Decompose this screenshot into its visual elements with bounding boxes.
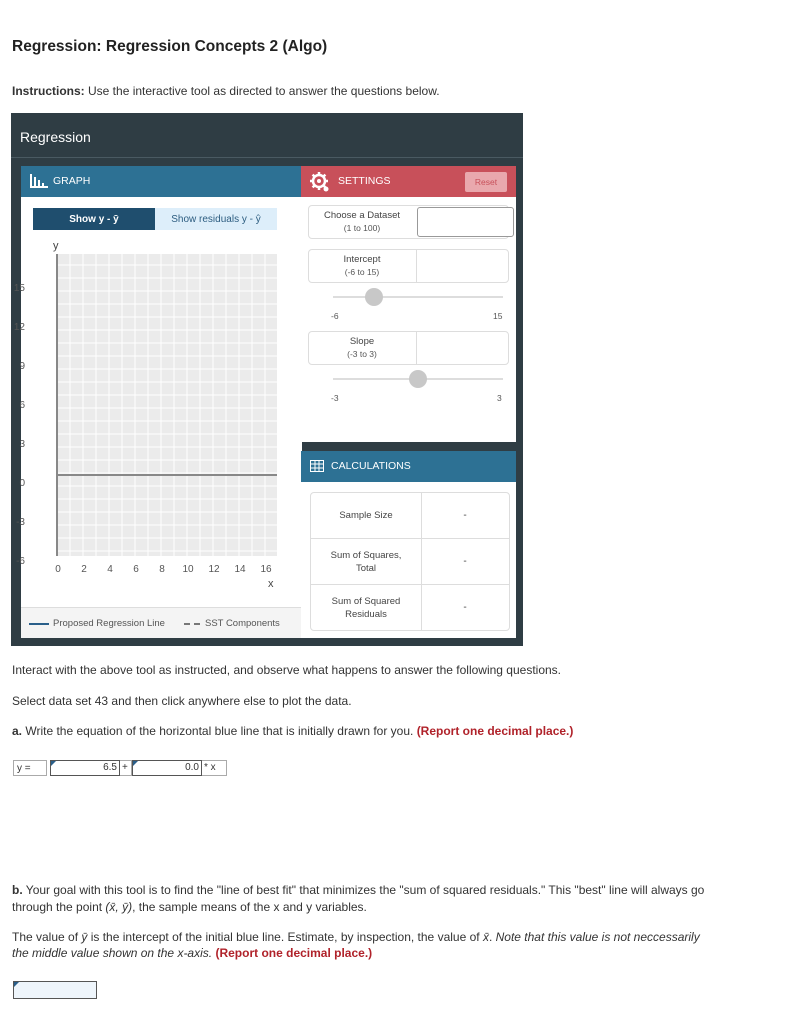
- legend-divider: [21, 607, 302, 608]
- calc-value-sst: -: [463, 556, 467, 567]
- calc-value-sample-size: -: [463, 510, 467, 521]
- y-tick-label: 12: [13, 322, 25, 333]
- x-tick-label: 14: [234, 564, 246, 575]
- settings-panel: [301, 166, 516, 442]
- question-c-text-c: .: [488, 930, 496, 944]
- y-tick-label: 6: [19, 400, 25, 411]
- question-c-note: (Report one decimal place.): [212, 946, 373, 960]
- intercept-min-label: -6: [331, 311, 339, 321]
- input-flag-icon: [133, 761, 138, 766]
- mean-point: (x̄, ȳ): [105, 900, 133, 914]
- slope-row: [308, 331, 509, 365]
- question-a: [12, 724, 573, 738]
- show-residuals-button[interactable]: Show residuals y - ŷ: [155, 208, 277, 230]
- xbar-answer-input[interactable]: [13, 981, 97, 999]
- intercept-range: (-6 to 15): [344, 267, 380, 277]
- reset-button[interactable]: Reset: [465, 172, 507, 192]
- y-tick-label: -6: [16, 556, 25, 567]
- legend-proposed-swatch: [29, 623, 49, 625]
- calc-label-line: Residuals: [345, 608, 387, 620]
- calc-label-sst: [311, 539, 421, 584]
- input-flag-icon: [51, 761, 56, 766]
- y-tick-label: 9: [19, 361, 25, 372]
- calc-label-line: Sum of Squared: [331, 595, 401, 607]
- intercept-divider: [416, 250, 417, 282]
- equation-plus: +: [120, 760, 132, 776]
- calc-label-line: Total: [355, 562, 377, 574]
- plot-background: [56, 254, 277, 556]
- x-tick-label: 16: [260, 564, 272, 575]
- ybar-symbol: ȳ: [81, 930, 88, 944]
- x-tick-label: 0: [55, 564, 61, 575]
- gear-icon: [309, 171, 331, 193]
- graph-panel: [13, 166, 302, 638]
- y-tick-label: 15: [13, 283, 25, 294]
- input-flag-icon: [14, 982, 19, 987]
- dataset-label: Choose a Dataset: [323, 210, 401, 221]
- slope-range: (-3 to 3): [347, 349, 377, 359]
- slope-max-label: 3: [497, 393, 502, 403]
- graph-header-label: GRAPH: [53, 175, 91, 187]
- question-c-text-a: The value of: [12, 930, 82, 944]
- instructions-label: Instructions:: [12, 84, 85, 98]
- calc-label-ssr: [311, 585, 421, 630]
- question-b-line2a: through the point: [12, 900, 106, 914]
- question-a-note: (Report one decimal place.): [416, 724, 574, 738]
- y-tick-label: -3: [16, 517, 25, 528]
- regression-tool: [11, 113, 523, 646]
- calculations-panel: [301, 451, 516, 638]
- slope-slider-knob[interactable]: [409, 370, 427, 388]
- equation-times-x: * x: [202, 760, 227, 776]
- calc-label-line: Sample Size: [339, 510, 393, 521]
- legend-sst-label: SST Components: [205, 618, 280, 629]
- intercept-label: Intercept: [343, 254, 381, 265]
- question-b-line2b: , the sample means of the x and y variables.: [132, 900, 367, 914]
- y-tick-label: 3: [19, 439, 25, 450]
- x-tick-label: 6: [133, 564, 139, 575]
- question-b-estimate: [12, 929, 782, 961]
- settings-header: [301, 166, 516, 197]
- question-select: Select data set 43 and then click anywhere else to plot the data.: [12, 694, 352, 708]
- calculations-table: [310, 492, 510, 631]
- legend-proposed-label: Proposed Regression Line: [53, 618, 165, 629]
- intercept-row: [308, 249, 509, 283]
- question-c-italic-1: Note that this value is not neccessarily: [495, 930, 700, 944]
- x-tick-label: 10: [182, 564, 194, 575]
- question-intro: Interact with the above tool as instructed, and observe what happens to answer the following questions.: [12, 663, 561, 677]
- x-tick-label: 8: [159, 564, 165, 575]
- question-b-prefix: b.: [12, 883, 23, 897]
- tool-title: Regression: [20, 129, 91, 145]
- slope-min-label: -3: [331, 393, 339, 403]
- calc-label-sample-size: [311, 493, 421, 538]
- calculations-header: [301, 451, 516, 482]
- question-b-line1: Your goal with this tool is to find the "line of best fit" that minimizes the "sum of squared residuals." This "best" line will always go: [22, 883, 705, 897]
- slope-answer-input[interactable]: 0.0: [132, 760, 202, 776]
- x-axis-label: x: [268, 578, 274, 590]
- intercept-max-label: 15: [493, 311, 503, 321]
- calc-label-line: Sum of Squares,: [330, 549, 402, 561]
- slope-divider: [416, 332, 417, 364]
- intercept-label-cell: [309, 250, 415, 282]
- x-tick-label: 2: [81, 564, 87, 575]
- dataset-row: [308, 205, 509, 239]
- calc-value-ssr: -: [463, 602, 467, 613]
- bar-chart-icon: [29, 173, 49, 189]
- question-a-text: Write the equation of the horizontal blue line that is initially drawn for you.: [22, 724, 417, 738]
- table-icon: [310, 460, 324, 472]
- question-c-italic-2: the middle value shown on the x-axis.: [12, 946, 213, 960]
- page-title: Regression: Regression Concepts 2 (Algo): [12, 38, 328, 55]
- xbar-symbol: x̄: [482, 930, 489, 944]
- dataset-input[interactable]: [417, 207, 514, 237]
- slope-label: Slope: [349, 336, 375, 347]
- intercept-answer-input[interactable]: 6.5: [50, 760, 120, 776]
- y-axis-label: y: [53, 240, 59, 252]
- question-a-prefix: a.: [12, 724, 23, 738]
- slope-label-cell: [309, 332, 415, 364]
- x-tick-label: 12: [208, 564, 220, 575]
- settings-header-label: SETTINGS: [338, 175, 391, 187]
- graph-header: [21, 166, 302, 197]
- show-y-ybar-button[interactable]: Show y - ȳ: [33, 208, 155, 230]
- tool-divider: [11, 157, 523, 158]
- x-tick-label: 4: [107, 564, 113, 575]
- instructions: [12, 84, 440, 98]
- equation-y-label: y =: [13, 760, 47, 776]
- graph-plot[interactable]: [56, 254, 277, 556]
- dataset-label-cell: [309, 206, 415, 238]
- y-tick-label: 0: [19, 478, 25, 489]
- intercept-slider-track[interactable]: [333, 296, 503, 298]
- intercept-slider-knob[interactable]: [365, 288, 383, 306]
- question-c-text-b: is the intercept of the initial blue line. Estimate, by inspection, the value of: [87, 930, 483, 944]
- dataset-range: (1 to 100): [343, 223, 381, 233]
- instructions-text: Use the interactive tool as directed to answer the questions below.: [84, 84, 440, 98]
- question-b: [12, 882, 772, 916]
- calculations-header-label: CALCULATIONS: [331, 460, 411, 472]
- legend-sst-swatch: [184, 623, 200, 625]
